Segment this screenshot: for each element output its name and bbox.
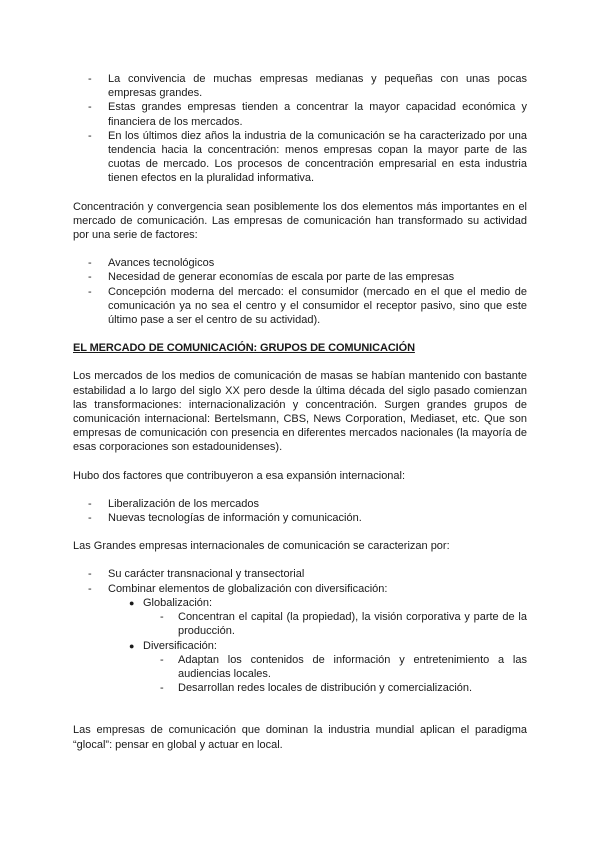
- list-item-text: En los últimos diez años la industria de la comunicación se ha caracterizado por una tendencia hacia la concentración: menos empresas copan la mayor parte de las cuotas de mercado. Los procesos de concentración empresarial en esta industria tienen efectos en la pluralidad informativa.: [108, 129, 527, 185]
- list-item-text: Diversificación:: [143, 639, 217, 652]
- dash-marker: -: [160, 611, 164, 624]
- list-item-text: Concepción moderna del mercado: el consumidor (mercado en el que el medio de comunicación ya no sea el centro y el consumidor el receptor pasivo, sino que este último pase a ser el centro de su actividad).: [108, 285, 527, 327]
- list-item: [143, 610, 527, 638]
- list-item: [73, 497, 527, 511]
- paragraph: Concentración y convergencia sean posiblemente los dos elementos más importantes en el mercado de comunicación. Las empresas de comunicación han transformado su actividad por una serie de factores:: [73, 200, 527, 242]
- list-item-text: Nuevas tecnologías de información y comunicación.: [108, 512, 362, 525]
- paragraph: Los mercados de los medios de comunicación de masas se habían mantenido con bastante estabilidad a lo largo del siglo XX pero desde la última década del siglo pasado comienzan las transformaciones: internacionalización y concentración. Surgen grandes grupos de comunicación internacional: Bertelsmann, CBS, News Corporation, Mediaset, etc. Que son empresas de comunicación con presencia en diferentes mercados nacionales (la mayoría de esas corporaciones son estadounidenses).: [73, 370, 527, 454]
- dash-marker: -: [160, 653, 164, 666]
- list-item: [73, 129, 527, 186]
- dot-marker: ●: [129, 597, 135, 608]
- list-item-text: Liberalización de los mercados: [108, 497, 260, 510]
- list-item-text: Su carácter transnacional y transectorial: [108, 568, 305, 581]
- list-item: [143, 653, 527, 681]
- list-item: [73, 582, 527, 696]
- list-item-text: Combinar elementos de globalización con diversificación:: [108, 582, 388, 595]
- bullet-list-factors: [73, 256, 527, 327]
- bullet-list-expansion: [73, 497, 527, 525]
- list-item: [73, 256, 527, 270]
- dash-marker: -: [160, 682, 164, 695]
- dash-marker: -: [88, 582, 92, 595]
- dash-marker: -: [88, 285, 92, 298]
- bullet-list-concentration: [73, 72, 527, 186]
- dash-marker: -: [88, 257, 92, 270]
- paragraph: Las Grandes empresas internacionales de comunicación se caracterizan por:: [73, 540, 450, 553]
- section-heading: EL MERCADO DE COMUNICACIÓN: GRUPOS DE COMUNICACIÓN: [73, 342, 415, 355]
- dot-marker: ●: [129, 640, 135, 651]
- nested-dash-list: [143, 653, 527, 696]
- list-item-text: Desarrollan redes locales de distribución y comercialización.: [178, 682, 473, 695]
- list-item: [73, 285, 527, 328]
- dash-marker: -: [88, 512, 92, 525]
- list-item-text: Concentran el capital (la propiedad), la visión corporativa y parte de la producción.: [178, 611, 527, 638]
- dash-marker: -: [88, 129, 92, 142]
- paragraph: Hubo dos factores que contribuyeron a esa expansión internacional:: [73, 469, 406, 482]
- dash-marker: -: [88, 497, 92, 510]
- list-item: [143, 681, 527, 695]
- list-item-text: La convivencia de muchas empresas medianas y pequeñas con unas pocas empresas grandes.: [108, 73, 527, 100]
- list-item-text: Avances tecnológicos: [108, 257, 215, 270]
- list-item: [73, 72, 527, 100]
- list-item-diversificacion: [108, 639, 527, 696]
- nested-dash-list: [143, 610, 527, 638]
- list-item-text: Adaptan los contenidos de información y entretenimiento a las audiencias locales.: [178, 653, 527, 680]
- list-item-text: Necesidad de generar economías de escala por parte de las empresas: [108, 271, 455, 284]
- bullet-list-characteristics: [73, 567, 527, 695]
- paragraph: Las empresas de comunicación que dominan la industria mundial aplican el paradigma “glocal”: pensar en global y actuar en local.: [73, 724, 527, 751]
- nested-bullet-list: [108, 596, 527, 695]
- dash-marker: -: [88, 73, 92, 85]
- list-item: [73, 567, 527, 581]
- list-item-text: Globalización:: [143, 596, 213, 609]
- list-item: [73, 511, 527, 525]
- dash-marker: -: [88, 568, 92, 581]
- dash-marker: -: [88, 271, 92, 284]
- dash-marker: -: [88, 101, 92, 114]
- list-item: [73, 270, 527, 284]
- list-item-globalizacion: [108, 596, 527, 639]
- list-item-text: Estas grandes empresas tienden a concentrar la mayor capacidad económica y financiera de los mercados.: [108, 101, 527, 128]
- list-item: [73, 100, 527, 128]
